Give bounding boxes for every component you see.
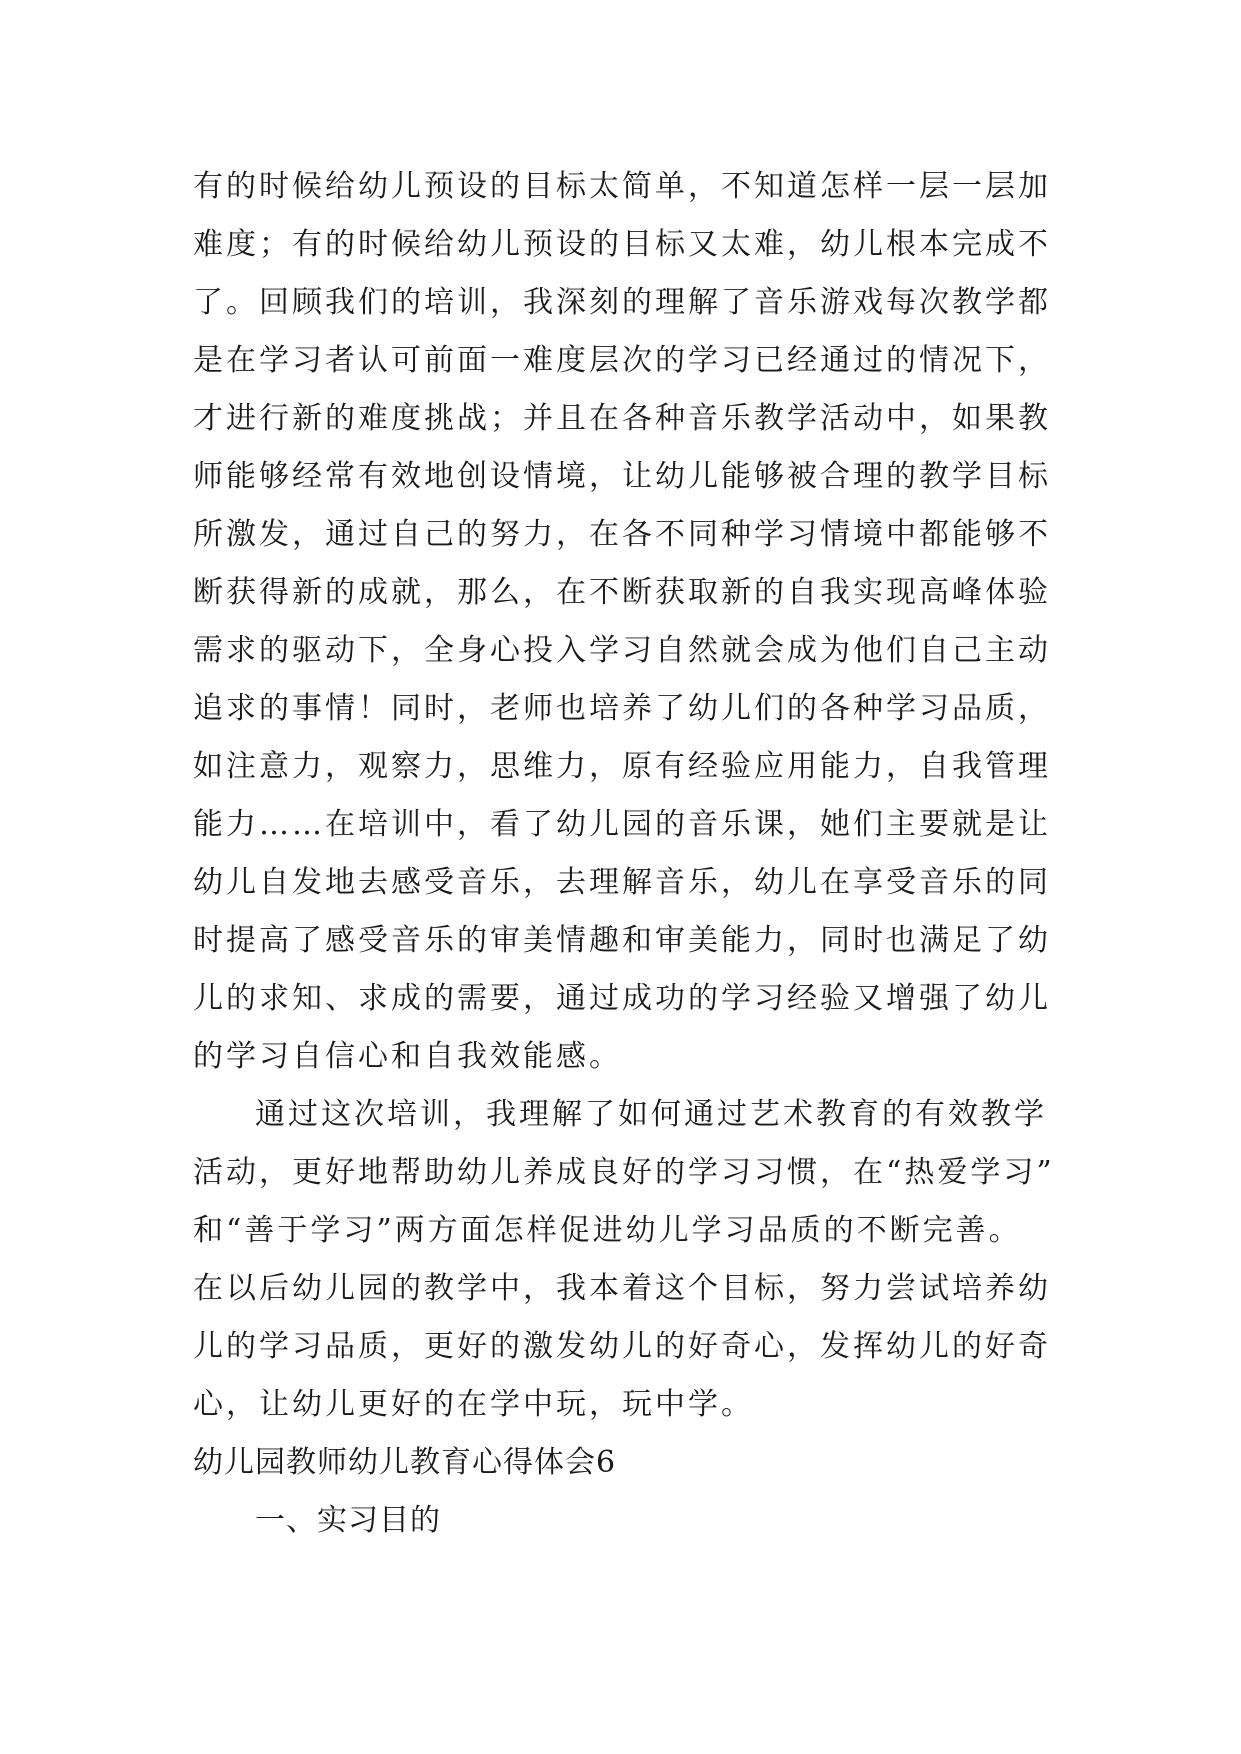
text-line: 能力……在培训中，看了幼儿园的音乐课，她们主要就是让	[193, 807, 1051, 842]
text-line: 活动，更好地帮助幼儿养成良好的学习习惯，在“热爱学习”	[193, 1155, 1055, 1190]
text-line: 才进行新的难度挑战；并且在各种音乐教学活动中，如果教	[193, 401, 1051, 436]
text-line: 了。回顾我们的培训，我深刻的理解了音乐游戏每次教学都	[193, 285, 1051, 320]
paragraph-1	[193, 158, 1053, 1086]
section-title: 幼儿园教师幼儿教育心得体会6	[193, 1445, 617, 1480]
text-line: 的学习自信心和自我效能感。	[193, 1039, 622, 1074]
text-line: 如注意力，观察力，思维力，原有经验应用能力，自我管理	[193, 749, 1051, 784]
text-line: 是在学习者认可前面一难度层次的学习已经通过的情况下，	[193, 343, 1051, 378]
text-line: 儿的学习品质，更好的激发幼儿的好奇心，发挥幼儿的好奇	[193, 1329, 1051, 1364]
text-line: 师能够经常有效地创设情境，让幼儿能够被合理的教学目标	[193, 459, 1051, 494]
paragraph-2	[193, 1086, 1053, 1434]
text-line: 儿的求知、求成的需要，通过成功的学习经验又增强了幼儿	[193, 981, 1051, 1016]
text-line: 难度；有的时候给幼儿预设的目标又太难，幼儿根本完成不	[193, 227, 1051, 262]
text-line: 心，让幼儿更好的在学中玩，玩中学。	[193, 1387, 754, 1422]
text-line: 幼儿自发地去感受音乐，去理解音乐，幼儿在享受音乐的同	[193, 865, 1051, 900]
text-line: 需求的驱动下，全身心投入学习自然就会成为他们自己主动	[193, 633, 1051, 668]
text-line: 和“善于学习”两方面怎样促进幼儿学习品质的不断完善。	[193, 1213, 1022, 1248]
text-line: 时提高了感受音乐的审美情趣和审美能力，同时也满足了幼	[193, 923, 1051, 958]
text-line: 所激发，通过自己的努力，在各不同种学习情境中都能够不	[193, 517, 1051, 552]
text-line: 在以后幼儿园的教学中，我本着这个目标，努力尝试培养幼	[193, 1271, 1051, 1306]
text-line: 断获得新的成就，那么，在不断获取新的自我实现高峰体验	[193, 575, 1051, 610]
text-line: 通过这次培训，我理解了如何通过艺术教育的有效教学	[255, 1097, 1047, 1132]
text-line: 有的时候给幼儿预设的目标太简单，不知道怎样一层一层加	[193, 169, 1051, 204]
subsection-title: 一、实习目的	[255, 1503, 441, 1538]
document-page	[193, 158, 1053, 1550]
text-line: 追求的事情！同时，老师也培养了幼儿们的各种学习品质，	[193, 691, 1051, 726]
